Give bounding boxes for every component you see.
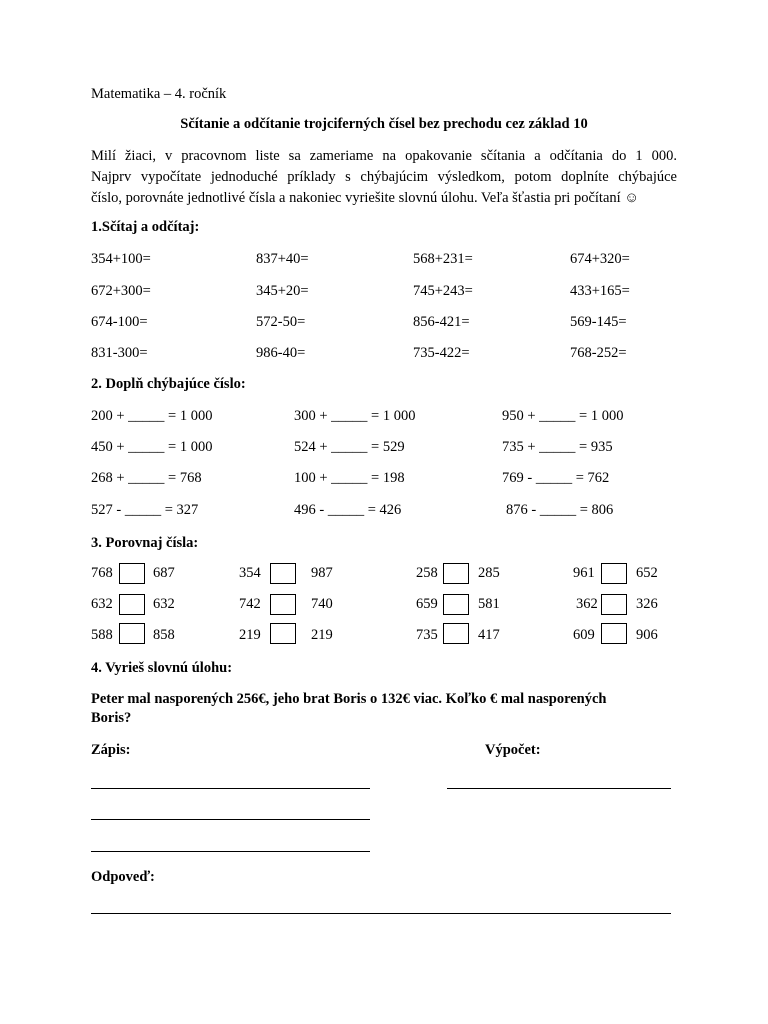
task1-item: 433+165= — [570, 283, 630, 299]
compare-box[interactable] — [119, 594, 145, 615]
task2-item: 200 + _____ = 1 000 — [91, 408, 213, 424]
zapis-answer-line[interactable] — [91, 788, 370, 789]
intro-line: Milí žiaci, v pracovnom liste sa zameriame na opakovanie sčítania a odčítania do 1 000. — [91, 148, 677, 164]
compare-box[interactable] — [443, 563, 469, 584]
task1-item: 674+320= — [570, 251, 630, 267]
task1-item: 568+231= — [413, 251, 473, 267]
compare-right: 581 — [478, 596, 500, 612]
compare-left: 258 — [416, 565, 438, 581]
compare-left: 219 — [239, 627, 261, 643]
compare-left: 609 — [573, 627, 595, 643]
compare-box[interactable] — [601, 563, 627, 584]
intro-line: Najprv vypočítate jednoduché príklady s chýbajúcim výsledkom, potom doplníte chýbajúce — [91, 169, 677, 185]
compare-right: 652 — [636, 565, 658, 581]
intro-paragraph — [91, 146, 677, 209]
task1-item: 572-50= — [256, 314, 306, 330]
compare-left: 768 — [91, 565, 113, 581]
compare-left: 735 — [416, 627, 438, 643]
task2-item: 950 + _____ = 1 000 — [502, 408, 624, 424]
task3-heading: 3. Porovnaj čísla: — [91, 535, 199, 551]
task1-item: 354+100= — [91, 251, 151, 267]
task2-item: 735 + _____ = 935 — [502, 439, 613, 455]
compare-right: 417 — [478, 627, 500, 643]
word-problem-line: Boris? — [91, 710, 132, 726]
compare-right: 740 — [311, 596, 333, 612]
task1-item: 745+243= — [413, 283, 473, 299]
task1-item: 672+300= — [91, 283, 151, 299]
compare-right: 906 — [636, 627, 658, 643]
compare-right: 285 — [478, 565, 500, 581]
odpoved-label: Odpoveď: — [91, 869, 155, 885]
compare-left: 659 — [416, 596, 438, 612]
task1-item: 735-422= — [413, 345, 470, 361]
worksheet-title: Sčítanie a odčítanie trojciferných čísel bez prechodu cez základ 10 — [180, 116, 588, 132]
compare-left: 588 — [91, 627, 113, 643]
zapis-answer-line[interactable] — [91, 851, 370, 852]
compare-box[interactable] — [270, 594, 296, 615]
compare-box[interactable] — [270, 623, 296, 644]
compare-box[interactable] — [601, 594, 627, 615]
compare-box[interactable] — [443, 594, 469, 615]
task2-item: 268 + _____ = 768 — [91, 470, 202, 486]
vypocet-answer-line[interactable] — [447, 788, 671, 789]
task2-item: 100 + _____ = 198 — [294, 470, 405, 486]
task2-item: 876 - _____ = 806 — [506, 502, 614, 518]
compare-box[interactable] — [119, 623, 145, 644]
compare-left: 354 — [239, 565, 261, 581]
word-problem-line: Peter mal nasporených 256€, jeho brat Boris o 132€ viac. Koľko € mal nasporených — [91, 691, 607, 707]
compare-box[interactable] — [601, 623, 627, 644]
task1-item: 674-100= — [91, 314, 148, 330]
compare-right: 326 — [636, 596, 658, 612]
task2-item: 300 + _____ = 1 000 — [294, 408, 416, 424]
compare-right: 219 — [311, 627, 333, 643]
task1-item: 831-300= — [91, 345, 148, 361]
compare-box[interactable] — [119, 563, 145, 584]
task1-item: 986-40= — [256, 345, 306, 361]
zapis-label: Zápis: — [91, 742, 131, 758]
compare-box[interactable] — [270, 563, 296, 584]
intro-line: číslo, porovnáte jednotlivé čísla a nakoniec vyriešite slovnú úlohu. Veľa šťastia pri počítaní ☺ — [91, 190, 640, 206]
task1-item: 856-421= — [413, 314, 470, 330]
task2-item: 450 + _____ = 1 000 — [91, 439, 213, 455]
compare-right: 987 — [311, 565, 333, 581]
vypocet-label: Výpočet: — [485, 742, 541, 758]
compare-right: 858 — [153, 627, 175, 643]
compare-left: 742 — [239, 596, 261, 612]
task1-item: 345+20= — [256, 283, 309, 299]
compare-left: 961 — [573, 565, 595, 581]
task2-heading: 2. Doplň chýbajúce číslo: — [91, 376, 246, 392]
compare-right: 687 — [153, 565, 175, 581]
task1-heading: 1.Sčítaj a odčítaj: — [91, 219, 200, 235]
task2-item: 524 + _____ = 529 — [294, 439, 405, 455]
task1-item: 569-145= — [570, 314, 627, 330]
task2-item: 496 - _____ = 426 — [294, 502, 402, 518]
task4-heading: 4. Vyrieš slovnú úlohu: — [91, 660, 233, 676]
compare-left: 362 — [576, 596, 598, 612]
task2-item: 527 - _____ = 327 — [91, 502, 199, 518]
zapis-answer-line[interactable] — [91, 819, 370, 820]
task2-item: 769 - _____ = 762 — [502, 470, 610, 486]
compare-box[interactable] — [443, 623, 469, 644]
compare-left: 632 — [91, 596, 113, 612]
compare-right: 632 — [153, 596, 175, 612]
subject-label: Matematika – 4. ročník — [91, 86, 227, 102]
odpoved-answer-line[interactable] — [91, 913, 671, 914]
task1-item: 768-252= — [570, 345, 627, 361]
task1-item: 837+40= — [256, 251, 309, 267]
